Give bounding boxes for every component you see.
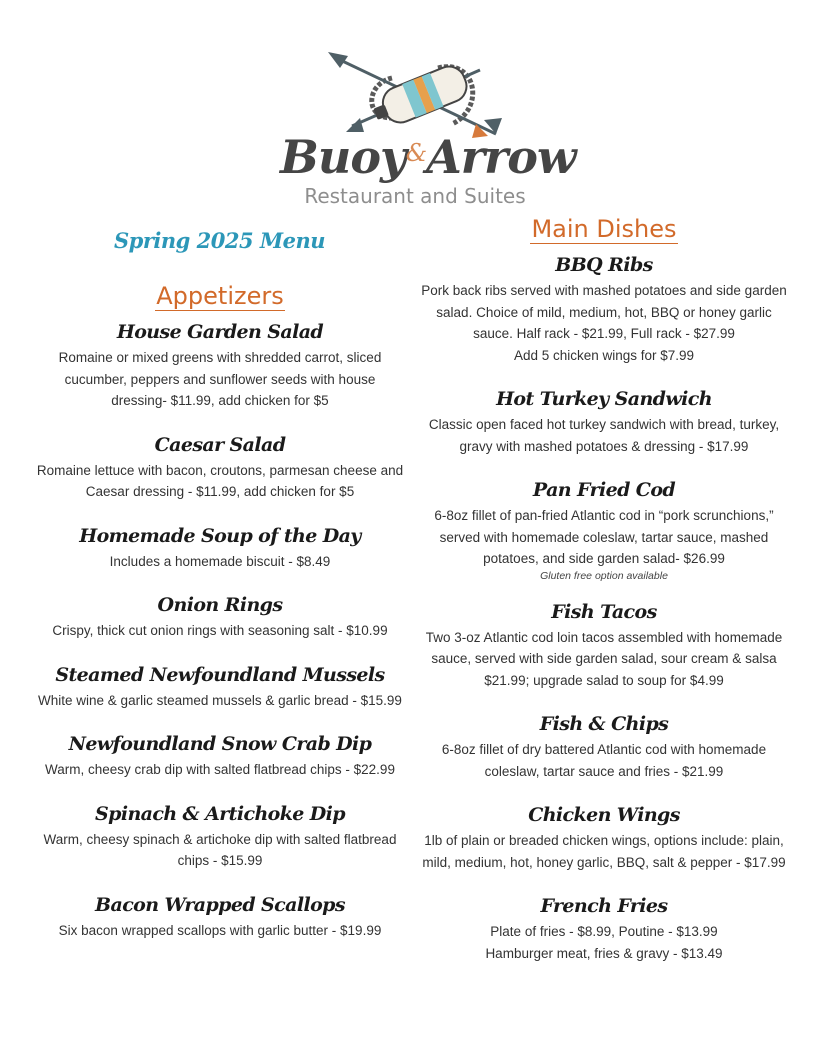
buoy-and-arrow-icon — [326, 48, 506, 140]
menu-item — [418, 711, 790, 782]
main-dishes-column — [418, 216, 790, 964]
item-name: Pan Fried Cod — [532, 479, 676, 501]
appetizers-column — [36, 222, 404, 941]
menu-item — [418, 477, 790, 583]
item-description: Two 3-oz Atlantic cod loin tacos assembled with homemade sauce, served with side garden salad, sour cream & salsa $21.99; upgrade salad to soup for $4.99 — [425, 629, 783, 688]
item-name: Homemade Soup of the Day — [79, 524, 361, 547]
menu-item — [36, 892, 404, 942]
item-description: Romaine lettuce with bacon, croutons, parmesan cheese and Caesar dressing - $11.99, add chicken for $5 — [36, 462, 404, 499]
menu-title: Spring 2025 Menu — [114, 228, 326, 253]
menu-item — [36, 432, 404, 503]
item-extra: Hamburger meat, fries & gravy - $13.49 — [485, 945, 723, 961]
item-description: Crispy, thick cut onion rings with seasoning salt - $10.99 — [52, 623, 388, 638]
item-description: Warm, cheesy crab dip with salted flatbread chips - $22.99 — [45, 762, 395, 777]
menu-item — [36, 662, 404, 712]
item-name: Spinach & Artichoke Dip — [95, 802, 345, 825]
menu-item — [36, 319, 404, 412]
item-name: House Garden Salad — [116, 321, 324, 343]
item-description: Includes a homemade biscuit - $8.49 — [109, 553, 331, 569]
menu-item — [418, 386, 790, 457]
menu-item — [36, 801, 404, 872]
item-extra: Add 5 chicken wings for $7.99 — [513, 347, 695, 363]
item-description: Warm, cheesy spinach & artichoke dip with salted flatbread chips - $15.99 — [43, 831, 397, 868]
menu-item — [418, 893, 790, 964]
menu-item — [418, 802, 790, 873]
item-description: 1lb of plain or breaded chicken wings, options include: plain, mild, medium, hot, honey garlic, BBQ, salt & pepper - $17.99 — [422, 833, 786, 870]
logo — [280, 48, 576, 214]
brand-subtitle: Restaurant and Suites — [304, 184, 526, 208]
item-name: Onion Rings — [157, 594, 283, 616]
item-description: Classic open faced hot turkey sandwich with bread, turkey, gravy with mashed potatoes & dressing - $17.99 — [428, 417, 780, 454]
menu-item — [418, 252, 790, 366]
section-title-appetizers: Appetizers — [156, 282, 284, 310]
item-name: BBQ Ribs — [555, 254, 653, 276]
item-note: Gluten free option available — [540, 569, 668, 582]
item-description: White wine & garlic steamed mussels & garlic bread - $15.99 — [38, 692, 402, 708]
item-description: Romaine or mixed greens with shredded carrot, sliced cucumber, peppers and sunflower seeds with house dressing- $11.99, add chicken for $5 — [58, 350, 382, 408]
item-name: Chicken Wings — [528, 804, 680, 826]
brand-name: Buoy&Arrow — [280, 130, 576, 184]
menu-item — [36, 731, 404, 781]
item-description: 6-8oz fillet of pan-fried Atlantic cod in “pork scrunchions,” served with homemade coleslaw, tartar sauce, mashed potatoes, and side garden salad- $26.99 — [434, 508, 774, 566]
item-description: 6-8oz fillet of dry battered Atlantic cod with homemade coleslaw, tartar sauce and fries - $21.99 — [441, 742, 767, 779]
menu-item — [36, 592, 404, 642]
menu-item — [36, 523, 404, 573]
item-name: French Fries — [540, 895, 668, 917]
item-name: Steamed Newfoundland Mussels — [55, 663, 385, 686]
item-description: Six bacon wrapped scallops with garlic butter - $19.99 — [58, 922, 382, 938]
section-title-main-dishes: Main Dishes — [531, 215, 677, 243]
item-name: Bacon Wrapped Scallops — [95, 893, 345, 916]
item-name: Fish Tacos — [551, 600, 657, 623]
menu-item — [418, 599, 790, 692]
item-name: Newfoundland Snow Crab Dip — [68, 733, 372, 755]
item-description: Plate of fries - $8.99, Poutine - $13.99 — [490, 924, 718, 939]
item-name: Hot Turkey Sandwich — [496, 388, 712, 410]
item-name: Fish & Chips — [539, 713, 669, 735]
item-description: Pork back ribs served with mashed potatoes and side garden salad. Choice of mild, medium, hot, BBQ or honey garlic sauce. Half rack - $21.99, Full rack - $27.99 — [421, 283, 787, 341]
item-name: Caesar Salad — [154, 433, 286, 456]
